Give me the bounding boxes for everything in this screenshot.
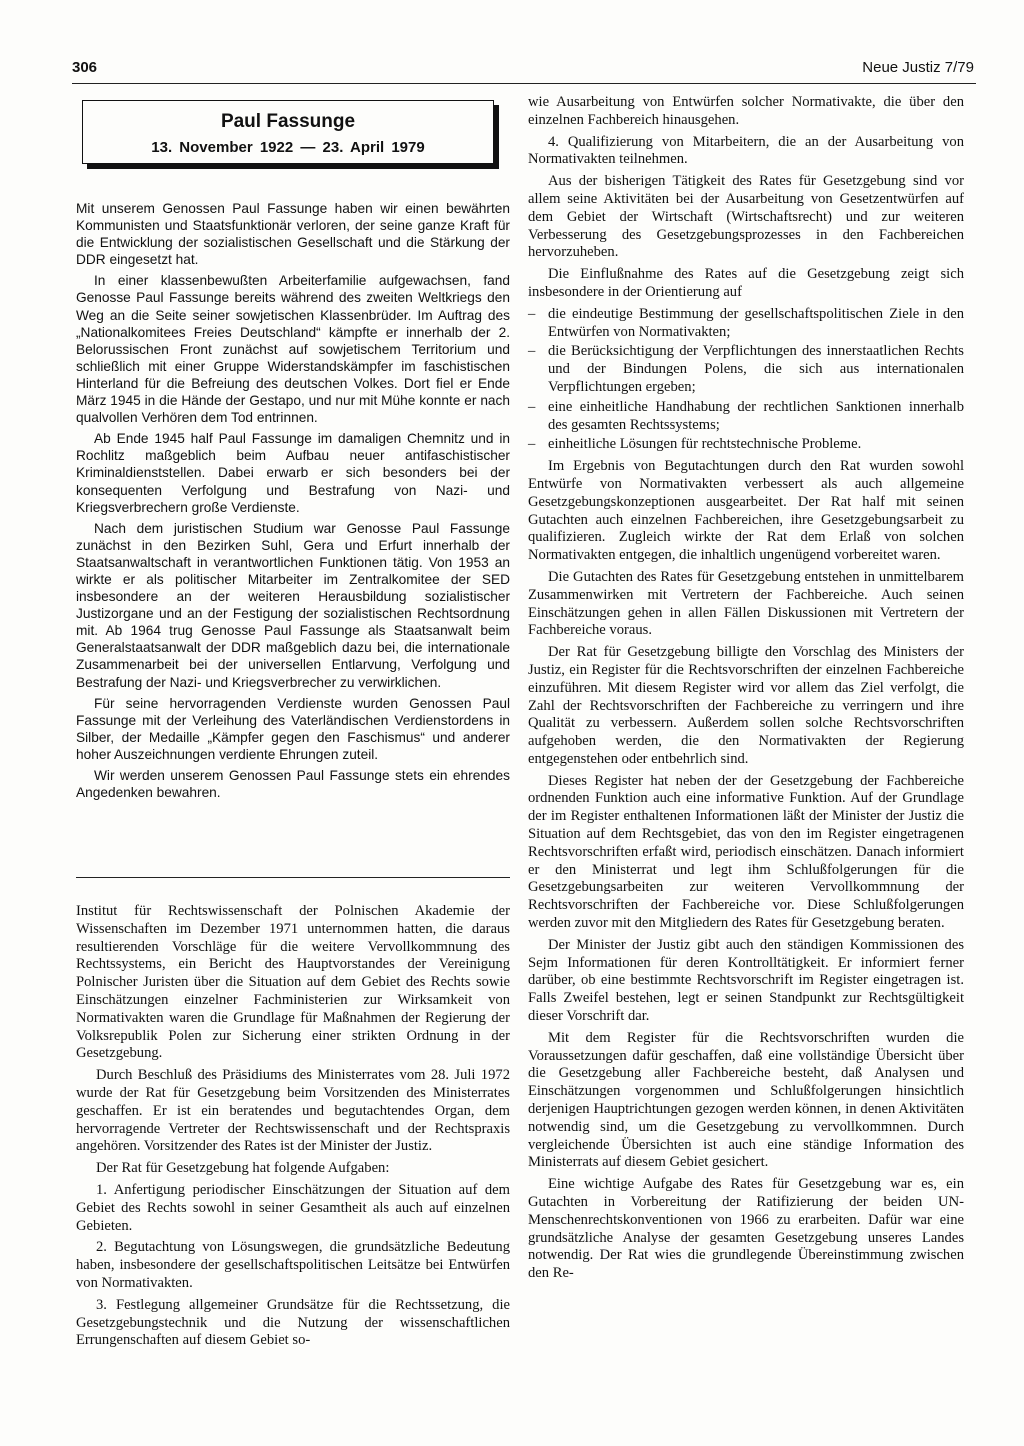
list-item: – die Berücksichtigung der Verpflichtungen des innerstaatlichen Rechts und der Bindungen Polens, die sich aus internationalen Verpflichtungen ergeben; [528,343,964,396]
obituary-paragraph: Mit unserem Genossen Paul Fassunge haben wir einen bewährten Kommunisten und Staatsfunktionär verloren, der seine ganze Kraft für die Entwicklung der sozialistischen Gesellschaft und die Stärkung der DDR eingesetzt hat. [76,201,510,268]
article-left-column [76,903,510,1354]
list-item: – die eindeutige Bestimmung der gesellschaftspolitischen Ziele in den Entwürfen von Normativakten; [528,306,964,342]
obituary-paragraph: Wir werden unserem Genossen Paul Fassunge stets ein ehrendes Angedenken bewahren. [76,768,510,801]
article-paragraph: Der Rat für Gesetzgebung hat folgende Aufgaben: [96,1160,390,1177]
article-paragraph: 4. Qualifizierung von Mitarbeitern, die an der Ausarbeitung von Normativakten teilnehmen. [528,133,964,168]
article-paragraph: Institut für Rechtswissenschaft der Polnischen Akademie der Wissenschaften im Dezember 1971 unternommen hatten, die daraus resultierenden Vorschläge für die weitere Vervollkommnung des Rechtssystems, ein Bericht des Hauptvorstandes der Vereinigung Polnischer Juristen über die Situation auf dem Gebiet des Rechts sowie Einschätzungen einzelner Fachministerien zur Wirksamkeit von Normativakten waren die Grundlage für Maßnahmen der Regierung der Volksrepublik Polen zur Sicherung einer strikten Ordnung in der Gesetzgebung. [76,903,510,1062]
obituary-paragraph: In einer klassenbewußten Arbeiterfamilie aufgewachsen, fand Genosse Paul Fassunge bereits während des zweiten Weltkriegs den Weg an die Seite seiner sowjetischen Klassenbrüder. Im Auftrag des „Nationalkomitees Freies Deutschland“ kämpfte er innerhalb der 2. Belorussischen Front zunächst auf sowjetischem Territorium und schließlich mit einer Gruppe Widerstandskämpfer im faschistischen Hinterland für die Befreiung des deutschen Volkes. Dort fiel er Ende März 1945 in die Hände der Gestapo, und nur mit Mühe konnte er nach qualvollen Verhören dem Tod entrinnen. [76,273,510,426]
article-paragraph: 2. Begutachtung von Lösungswegen, die grundsätzliche Bedeutung haben, insbesondere der gesellschaftspolitischen Leitsätze bei Entwürfen von Normativakten. [76,1239,510,1291]
header-rule [72,83,976,84]
article-paragraph: Eine wichtige Aufgabe des Rates für Gesetzgebung war es, ein Gutachten in Vorbereitung der Ratifizierung der beiden UN-Menschenrechtskonventionen von 1966 zu erarbeiten. Dafür war eine grundsätzliche Analyse der gesamten Gesetzgebung unseres Landes notwendig. Der Rat wies die grundlegende Übereinstimmung zwischen den Re- [528,1176,964,1282]
article-paragraph: Durch Beschluß des Präsidiums des Ministerrates vom 28. Juli 1972 wurde der Rat für Gesetzgebung beim Vorsitzenden des Ministerrates geschaffen. Er ist ein beratendes und begutachtendes Organ, dem hervorragende Vertreter der Rechtswissenschaft und der Rechtspraxis angehören. Vorsitzender des Rates ist der Minister der Justiz. [76,1067,510,1155]
obituary-box [82,100,494,164]
article-paragraph: Der Minister der Justiz gibt auch den ständigen Kommissionen des Sejm Informationen für deren Kontrolltätigkeit. Er informiert ferner darüber, ob eine bestimmte Rechtsvorschrift im Register eingetragen ist. Falls Zweifel bestehen, legt er seinen Standpunkt zur Rechtsgültigkeit dieser Vorschrift dar. [528,936,964,1025]
obituary-paragraph: Nach dem juristischen Studium war Genosse Paul Fassunge zunächst in den Bezirken Suhl, Gera und Erfurt innerhalb der Staatsanwaltschaft in verantwortlichen Funktionen tätig. Von 1953 an wirkte er als politischer Mitarbeiter im Zentralkomitee der SED insbesondere an der weiteren Herausbildung sozialistischer Justizorgane und an der Festigung der sozialistischen Rechtsordnung mit. Ab 1964 trug Genosse Paul Fassunge als Staatsanwalt beim Generalstaatsanwalt der DDR maßgeblich dazu bei, die internationale Zusammenarbeit bei der universellen Entlarvung, Verfolgung und Bestrafung der Nazi- und Kriegsverbrecher zu verwirklichen. [76,520,510,690]
list-item: – eine einheitliche Handhabung der rechtlichen Sanktionen innerhalb des gesamten Rechtssystems; [528,399,964,435]
list-item: – einheitliche Lösungen für rechtstechnische Probleme. [528,436,964,454]
article-paragraph: Der Rat für Gesetzgebung billigte den Vorschlag des Ministers der Justiz, ein Register für die Rechtsvorschriften der einzelnen Fachbereiche einzuführen. Mit diesem Register wird vor allem das Ziel verfolgt, die Zahl der Rechtsvorschriften der Fachbereiche zu verringern und ihre Qualität zu verbessern. Außerdem sollen solche Rechtsvorschriften aufgehoben werden, die den Normativakten der Regierung entgegenstehen oder entbehrlich sind. [528,644,964,767]
article-paragraph: Aus der bisherigen Tätigkeit des Rates für Gesetzgebung sind vor allem seine Aktivitäten bei der Ausarbeitung von Gesetzentwürfen auf dem Gebiet der Wirtschaft (Wirtschaftsrecht) und zur weiteren Verbesserung des Gesetzgebungsprozesses in den Fachbereichen hervorzuheben. [528,173,964,261]
article-paragraph: Im Ergebnis von Begutachtungen durch den Rat wurden sowohl Entwürfe von Normativakten verbessert als auch allgemeine Gesetzgebungskonzeptionen ausgearbeitet. Der Rat half mit seinen Gutachten auch einzelnen Fachbereichen, ihre Gesetzgebungsarbeit zu qualifizieren. Zugleich wirkte der Rat dem Erlaß von solchen Normativakten entgegen, die inhaltlich ungenügend vorbereitet waren. [528,458,964,564]
section-divider [76,877,510,878]
article-paragraph: Dieses Register hat neben der der Gesetzgebung der Fachbereiche ordnenden Funktion auch eine informative Funktion. Auf der Grundlage der im Register enthaltenen Informationen läßt der Minister der Justiz die Situation auf dem Rechtsgebiet, das von den im Register eingetragenen Rechtsvorschriften erfaßt wird, periodisch einschätzen. Danach informiert er den Ministerrat und legt ihm Schlußfolgerungen für die Gesetzgebungsarbeiten zur weiteren Vervollkommnung der Rechtsvorschriften der Fachbereiche vor. Diese Schlußfolgerungen werden zuvor mit den Mitgliedern des Rates für Gesetzgebung beraten. [528,772,964,932]
page-number: 306 [72,59,98,76]
obituary-name: Paul Fassunge [220,111,356,132]
article-paragraph: Mit dem Register für die Rechtsvorschriften wurden die Voraussetzungen dafür geschaffen, daß eine vollständige Übersicht über die Gesetzgebung aller Fachbereiche besteht, daß Analysen und Einschätzungen vorgenommen und Schlußfolgerungen hinsichtlich derjenigen Hauptrichtungen gezogen werden können, in denen Aktivitäten notwendig sind, um die Gesetzgebung zu vervollkommnen. Durch vergleichende Übersichten ist auch eine ständige Information des Ministerrats auf diesem Gebiet gesichert. [528,1029,964,1171]
obituary-paragraph: Ab Ende 1945 half Paul Fassunge im damaligen Chemnitz und in Rochlitz maßgeblich beim Aufbau neuer antifaschistischer Kriminaldienststellen. Dabei erwarb er sich besonders bei der konsequenten Verfolgung und Bestrafung von Nazi- und Kriegsverbrechern große Verdienste. [76,431,510,515]
obituary-paragraph: Für seine hervorragenden Verdienste wurden Genossen Paul Fassunge mit der Verleihung des Vaterländischen Verdienstordens in Silber, der Medaille „Kämpfer gegen den Faschismus“ und anderer hoher Auszeichnungen verdiente Ehrungen zuteil. [76,695,510,762]
article-paragraph: 3. Festlegung allgemeiner Grundsätze für die Rechtssetzung, die Gesetzgebungstechnik und die Nutzung der wissenschaftlichen Errungenschaften auf diesem Gebiet so- [76,1296,510,1349]
obituary-dates: 13. November 1922 — 23. April 1979 [151,139,425,156]
article-paragraph: 1. Anfertigung periodischer Einschätzungen der Situation auf dem Gebiet des Rechts sowohl in seiner Gesamtheit als auch auf einzelnen Gebieten. [76,1181,510,1234]
article-paragraph: wie Ausarbeitung von Entwürfen solcher Normativakte, die über den einzelnen Fachbereich hinausgehen. [528,94,964,128]
article-right-column [528,94,964,1287]
article-paragraph: Die Gutachten des Rates für Gesetzgebung entstehen in unmittelbarem Zusammenwirken mit Vertretern der Fachbereiche. Auch seinen Einschätzungen gehen in allen Fällen Diskussionen mit Vertretern der Fachbereiche voraus. [528,568,964,639]
obituary-text [76,200,510,805]
journal-issue: Neue Justiz 7/79 [862,59,974,76]
orientation-list [528,306,964,454]
article-paragraph: Die Einflußnahme des Rates auf die Gesetzgebung zeigt sich insbesondere in der Orientierung auf [528,266,964,300]
